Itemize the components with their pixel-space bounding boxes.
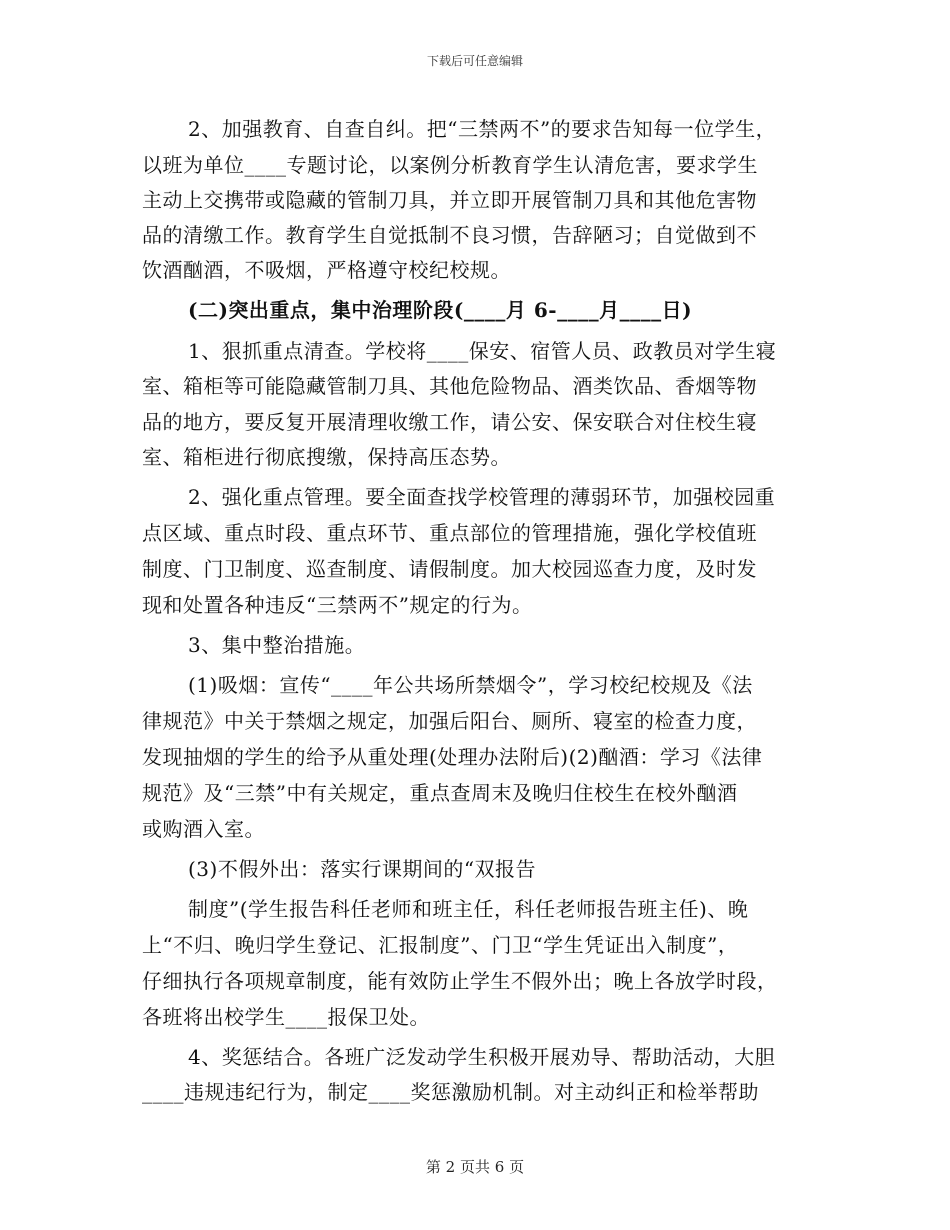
- paragraph-line: 1、狠抓重点清查。学校将____保安、宿管人员、政教员对学生寝: [188, 339, 777, 363]
- paragraph-line: 2、加强教育、自查自纠。把“三禁两不”的要求告知每一位学生，: [188, 117, 777, 141]
- section-heading: (二)突出重点，集中治理阶段(____月 6-____月____日): [188, 298, 693, 322]
- paragraph-line: 现和处置各种违反“三禁两不”规定的行为。: [142, 593, 533, 617]
- paragraph-line: 律规范》中关于禁烟之规定，加强后阳台、厕所、寝室的检查力度，: [142, 709, 757, 733]
- paragraph-line: (1)吸烟：宣传“____年公共场所禁烟令”，学习校纪校规及《法: [188, 673, 753, 697]
- paragraph-line: 4、奖惩结合。各班广泛发动学生积极开展劝导、帮助活动，大胆: [188, 1045, 776, 1069]
- paragraph-line: 3、集中整治措施。: [188, 633, 366, 657]
- paragraph-line: ____违规违纪行为，制定____奖惩激励机制。对主动纠正和检举帮助: [142, 1080, 759, 1104]
- paragraph-line: 发现抽烟的学生的给予从重处理(处理办法附后)(2)酗酒：学习《法律: [142, 745, 763, 769]
- paragraph-line: 点区域、重点时段、重点环节、重点部位的管理措施，强化学校值班: [142, 521, 757, 545]
- paragraph-line: 2、强化重点管理。要全面查找学校管理的薄弱环节，加强校园重: [188, 485, 776, 509]
- paragraph-line: 饮酒酗酒，不吸烟，严格遵守校纪校规。: [142, 258, 511, 282]
- page-header: 下载后可任意编辑: [426, 54, 523, 68]
- paragraph-line: 品的地方，要反复开展清理收缴工作，请公安、保安联合对住校生寝: [142, 410, 757, 434]
- paragraph-line: 室、箱柜进行彻底搜缴，保持高压态势。: [142, 445, 511, 469]
- paragraph-line: 品的清缴工作。教育学生自觉抵制不良习惯，告辞陋习；自觉做到不: [142, 223, 757, 247]
- paragraph-line: 规范》及“三禁”中有关规定，重点查周末及晚归住校生在校外酗酒: [142, 781, 738, 805]
- paragraph-line: 主动上交携带或隐藏的管制刀具，并立即开展管制刀具和其他危害物: [142, 188, 757, 212]
- paragraph-line: 仔细执行各项规章制度，能有效防止学生不假外出；晚上各放学时段，: [142, 969, 778, 993]
- page-footer: 第 2 页共 6 页: [425, 1158, 525, 1176]
- paragraph-line: 各班将出校学生____报保卫处。: [142, 1005, 430, 1029]
- paragraph-line: 上“不归、晚归学生登记、汇报制度”、门卫“学生凭证出入制度”，: [142, 933, 739, 957]
- paragraph-line: 或购酒入室。: [142, 817, 265, 841]
- paragraph-line: (3)不假外出：落实行课期间的“双报告: [188, 857, 537, 881]
- paragraph-line: 室、箱柜等可能隐藏管制刀具、其他危险物品、酒类饮品、香烟等物: [142, 374, 757, 398]
- paragraph-line: 制度”(学生报告科任老师和班主任，科任老师报告班主任)、晚: [188, 897, 749, 921]
- paragraph-line: 以班为单位____专题讨论，以案例分析教育学生认清危害，要求学生: [142, 153, 758, 177]
- paragraph-line: 制度、门卫制度、巡查制度、请假制度。加大校园巡查力度，及时发: [142, 557, 757, 581]
